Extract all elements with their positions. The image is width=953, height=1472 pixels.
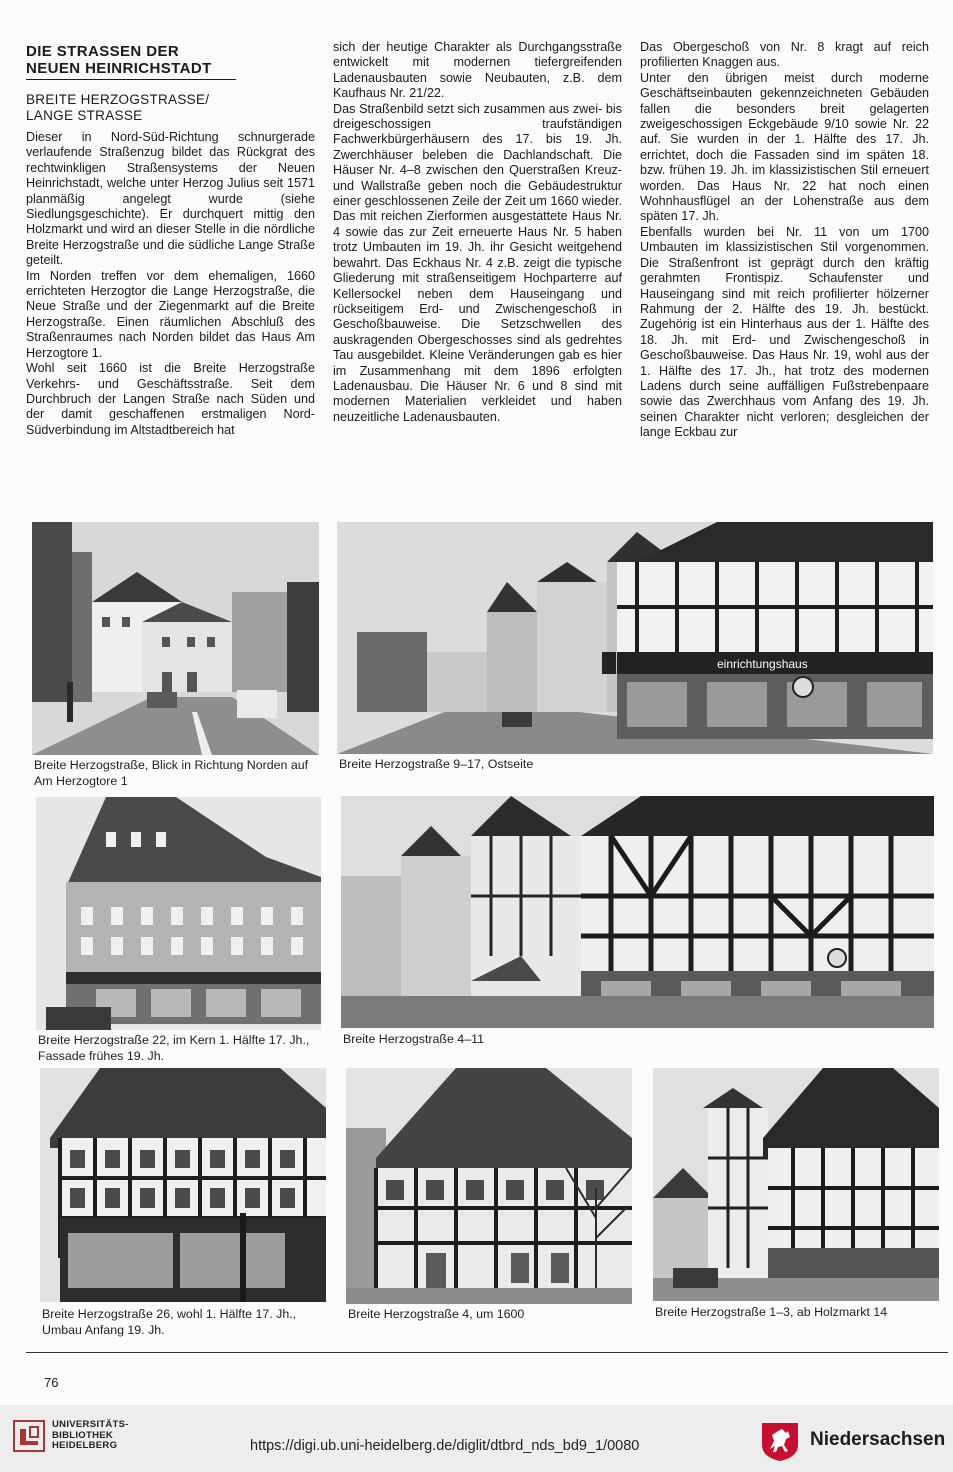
paragraph: Das Obergeschoß von Nr. 8 kragt auf reich profilierten Knaggen aus. (640, 40, 929, 70)
text-column-2 (333, 40, 622, 425)
photo-street-north (32, 522, 319, 755)
photo-street-east-side (337, 522, 933, 754)
photo-house-4 (346, 1068, 632, 1304)
caption-photo-3: Breite Herzogstraße 22, im Kern 1. Hälfte 17. Jh., Fassade frühes 19. Jh. (38, 1033, 310, 1063)
photo-houses-1-3 (653, 1068, 939, 1301)
page-number: 76 (44, 1375, 59, 1390)
niedersachsen-label: Niedersachsen (810, 1429, 946, 1450)
bottom-rule (26, 1352, 948, 1353)
caption-photo-6: Breite Herzogstraße 4, um 1600 (348, 1307, 525, 1321)
paragraph: sich der heutige Charakter als Durchgangsstraße entwickelt mit modernen tiefergreifenden Ladenausbauten sowie Neubauten, z.B. dem Kaufhaus Nr. 21/22. (333, 40, 622, 101)
paragraph: Dieser in Nord-Süd-Richtung schnurgerade verlaufende Straßenzug bildet das Rückgrat des rechtwinkligen Straßensystems der Neuen Heinrichstadt, welche unter Herzog Julius seit 1571 planmäßig angelegt wurde (siehe Siedlungsgeschichte). Er durchquert mittig den Holzmarkt und wird an dieser Stelle in die nördliche Breite Herzogstraße und die südliche Lange Straße geteilt. (26, 130, 315, 268)
paragraph: Unter den übrigen meist durch moderne Geschäftseinbauten gekennzeichneten Gebäuden fallen die besonders breit gelagerten zweigeschossigen Eckgebäude 9/10 sowie Nr. 22 auf. Sie wurden in der 1. Hälfte des 17. Jh. errichtet, doch die Fassaden sind im späten 18. bzw. frühen 19. Jh. im klassizistischen Stil erneuert worden. Das Haus Nr. 22 hat noch einen Wohnhausflügel an der Lohenstraße aus dem späten 17. Jh. (640, 70, 929, 224)
subtitle-line-2: LANGE STRASSE (26, 108, 143, 123)
title-line-2: NEUEN HEINRICHSTADT (26, 60, 212, 77)
text-column-3 (640, 40, 929, 441)
niedersachsen-horse-crest-icon[interactable] (758, 1419, 802, 1463)
footer-bar (0, 1405, 953, 1472)
text-column-1 (26, 40, 315, 438)
uni-line-3: HEIDELBERG (52, 1440, 118, 1451)
photo-corner-house-22 (36, 797, 321, 1030)
university-library-name[interactable] (52, 1420, 129, 1452)
title-line-1: DIE STRASSEN DER (26, 43, 180, 60)
caption-photo-2: Breite Herzogstraße 9–17, Ostseite (339, 757, 534, 771)
uni-line-1: UNIVERSITÄTS- (52, 1419, 129, 1430)
photo-street-4-11 (341, 796, 934, 1028)
caption-photo-7: Breite Herzogstraße 1–3, ab Holzmarkt 14 (655, 1305, 888, 1319)
caption-photo-4: Breite Herzogstraße 4–11 (343, 1032, 484, 1046)
document-url-link[interactable]: https://digi.ub.uni-heidelberg.de/diglit/dtbrd_nds_bd9_1/0080 (250, 1438, 640, 1454)
paragraph: Wohl seit 1660 ist die Breite Herzogstraße Verkehrs- und Geschäftsstraße. Seit dem Durchbruch der Langen Straße nach Süden und der damit geschaffenen erstmaligen Nord-Südverbindung im Altstadtbereich hat (26, 361, 315, 437)
subtitle-line-1: BREITE HERZOGSTRASSE/ (26, 92, 210, 107)
paragraph: Im Norden treffen vor dem ehemaligen, 1660 errichteten Herzogtor die Lange Herzogstraße, die Neue Straße und der Ziegenmarkt auf die Breite Herzogstraße. Einen räumlichen Abschluß des Straßenraumes nach Norden bildet das Haus Am Herzogtore 1. (26, 268, 315, 360)
uni-line-2: BIBLIOTHEK (52, 1429, 114, 1441)
section-subtitle (26, 92, 315, 124)
caption-photo-1: Breite Herzogstraße, Blick in Richtung Norden auf Am Herzogtore 1 (34, 758, 309, 788)
title-underline (26, 79, 236, 80)
university-library-logo-icon[interactable] (12, 1419, 46, 1453)
paragraph: Das Straßenbild setzt sich zusammen aus zwei- bis dreigeschossigen traufständigen Fachwerkbürgerhäusern des 17. bis 19. Jh. Zwerchhäuser beleben die Dachlandschaft. Die Häuser Nr. 4–8 zwischen den Querstraßen Kreuz- und Wallstraße geben noch die Gebäudestruktur einer geschlossenen Zeile der Zeit um 1660 wieder. Das mit reichen Zierformen ausgestattete Haus Nr. 4 sowie das zur Zeit erneuerte Haus Nr. 5 haben trotz Umbauten im 19. Jh. ihr Gesicht weitgehend bewahrt. Das Eckhaus Nr. 4 z.B. zeigt die typische Gliederung mit straßenseitigem Hochparterre auf Kellersockel neben dem Hauseingang und rückseitigem Erd- und Zwischengeschoß in Geschoßbauweise. Die Setzschwellen des auskragenden Obergeschosses sind als gedrehtes Tau ausgebildet. Kleine Veränderungen gab es hier im Zusammenhang mit dem 1896 erfolgten Ladenausbau. Die Häuser Nr. 6 und 8 sind mit modernen Materialien verkleidet und haben neuzeitliche Ladenausbauten. (333, 101, 622, 424)
paragraph: Ebenfalls wurden bei Nr. 11 von um 1700 Umbauten im klassizistischen Stil vorgenommen. Die Straßenfront ist geprägt durch den kräftig gerahmten Frontispiz. Schaufenster und Hauseingang sind mit reich profilierter hölzerner Rahmung der 2. Hälfte des 19. Jh. bestückt. Zugehörig ist ein Hinterhaus aus der 1. Hälfte des 18. Jh. mit Erd- und Zwischengeschoß in Geschoßbauweise. Das Haus Nr. 19, wohl aus der 1. Hälfte des 17. Jh., hat trotz des modernen Ladens durch seine auffälligen Fußstrebenpaare sowie das Zwerchhaus vom Anfang des 19. Jh. seinen Charakter nicht verloren; desgleichen der lange Eckbau zur (640, 224, 929, 440)
photo-house-26 (40, 1068, 326, 1302)
shop-sign-text: einrichtungshaus (717, 657, 808, 671)
caption-photo-5: Breite Herzogstraße 26, wohl 1. Hälfte 17. Jh., Umbau Anfang 19. Jh. (42, 1307, 297, 1337)
article-title (26, 43, 315, 77)
